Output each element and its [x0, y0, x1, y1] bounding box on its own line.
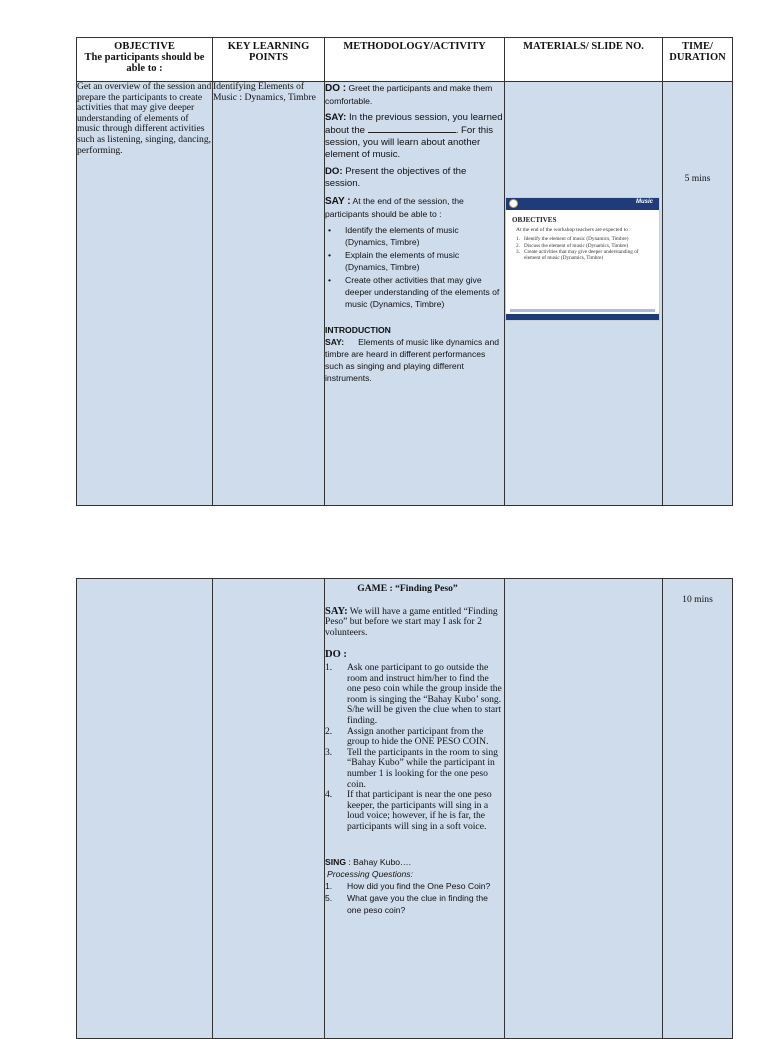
introduction-heading: INTRODUCTION	[325, 325, 391, 335]
question-number: 1.	[325, 881, 333, 892]
slide-item-text: Discuss the element of music (Dynamics, Timbre)	[524, 242, 629, 249]
sing-label: SING	[325, 857, 347, 868]
say-label: SAY:	[325, 605, 348, 617]
processing-questions-list	[325, 880, 504, 916]
do-label: DO:	[325, 166, 343, 177]
materials-cell-empty	[505, 579, 663, 1039]
slide-item-text: Create activities that may give deeper understanding of element of music (Dynamics, Timbre)	[524, 249, 639, 261]
lesson-plan-table-2	[76, 578, 733, 1039]
say-previous	[325, 112, 504, 161]
question-text: How did you find the One Peso Coin?	[347, 881, 491, 892]
list-item: 2. Discuss the element of music (Dynamics, Timbre)	[516, 242, 629, 249]
time-cell	[663, 579, 733, 1039]
question-text: What gave you the clue in finding the one peso coin?	[347, 893, 488, 916]
methodology-cell	[325, 82, 505, 506]
time-value: 10 mins	[682, 594, 713, 605]
header-objective	[77, 38, 213, 82]
slide-footer-bar	[506, 314, 659, 320]
say-objectives	[325, 195, 504, 220]
question-number: 5.	[325, 893, 333, 904]
objective-cell	[77, 82, 213, 506]
header-objective-sub: The participants should be able to :	[84, 52, 205, 74]
objective-text: Get an overview of the session and prepare the participants to create activities that may give deeper understanding of elements of music through different activities such as listening, singing, dancing, performing.	[77, 81, 212, 156]
say-game-text: We will have a game entitled “Finding Peso” but before we start may I ask for 2 volunteers.	[325, 605, 498, 638]
say-label: SAY:	[325, 337, 345, 347]
processing-questions-heading: Processing Questions:	[327, 869, 413, 880]
list-item	[325, 727, 504, 748]
do-label: DO :	[325, 83, 347, 94]
header-materials: MATERIALS/ SLIDE NO.	[505, 38, 663, 82]
game-methodology-cell	[325, 579, 505, 1039]
say-previous-text-a: In the previous session, you learned about the	[325, 112, 503, 136]
key-points-cell	[213, 82, 325, 506]
game-title: GAME : “Finding Peso”	[357, 583, 458, 594]
step-number: 2.	[325, 725, 333, 737]
step-text: Tell the participants in the room to sing “Bahay Kubo” while the participant in number 1 is looking for the one peso coin.	[347, 746, 498, 790]
list-item	[325, 790, 504, 832]
key-points-cell-empty	[213, 579, 325, 1039]
do-present	[325, 166, 504, 190]
slide-title: OBJECTIVES	[512, 216, 557, 224]
sing-text: : Bahay Kubo….	[346, 857, 411, 868]
slide-objectives-list	[516, 237, 653, 261]
slide-tag: Music	[635, 199, 653, 205]
objectives-slide-thumbnail	[505, 197, 660, 321]
list-item: • Identify the elements of music (Dynamics, Timbre)	[325, 224, 504, 248]
list-item	[325, 880, 504, 892]
introduction-body: Elements of music like dynamics and timbre are heard in different performances such as singing and playing different instruments.	[325, 337, 500, 383]
step-number: 4.	[325, 789, 333, 801]
step-text: Assign another participant from the group to hide the ONE PESO COIN.	[347, 725, 489, 748]
list-item	[325, 663, 504, 727]
list-item	[325, 892, 504, 916]
time-value: 5 mins	[684, 173, 711, 184]
say-objectives-text: At the end of the session, the participants should be able to :	[325, 196, 464, 219]
introduction-text	[325, 336, 504, 384]
sing-line	[325, 856, 504, 868]
objectives-list	[325, 224, 504, 310]
say-game	[325, 607, 504, 639]
list-item: • Create other activities that may give deeper understanding of the elements of music (Dynamics, Timbre)	[325, 274, 504, 310]
step-text: Ask one participant to go outside the room and instruct him/her to find the one peso coin while the group inside the room is singing the “Bahay Kubo’ song. S/he will be given the clue when to start finding.	[347, 661, 502, 726]
game-steps-list	[325, 663, 504, 833]
header-objective-title: OBJECTIVE	[114, 41, 175, 52]
fill-in-blank	[368, 124, 456, 133]
do-label: DO :	[325, 649, 347, 661]
deped-seal-icon	[509, 199, 518, 208]
step-number: 1.	[325, 661, 333, 673]
header-methodology: METHODOLOGY/ACTIVITY	[325, 38, 505, 82]
say-label: SAY :	[325, 196, 351, 207]
slide-url-line	[510, 309, 655, 312]
do-greet-text: Greet the participants and make them comfortable.	[325, 83, 493, 106]
slide-item-text: Identify the element of music (Dynamics, Timbre)	[524, 236, 629, 242]
step-number: 3.	[325, 746, 333, 758]
objective-cell-empty	[77, 579, 213, 1039]
do-present-text: Present the objectives of the session.	[325, 166, 467, 189]
slide-header-bar	[506, 198, 659, 210]
time-cell	[663, 82, 733, 506]
key-points-text: Identifying Elements of Music : Dynamics, Timbre	[213, 81, 316, 103]
header-key-learning: KEY LEARNING POINTS	[213, 38, 325, 82]
list-item: • Explain the elements of music (Dynamics, Timbre)	[325, 249, 504, 273]
say-label: SAY:	[325, 112, 347, 123]
slide-intro: At the end of the workshop teachers are expected to :	[516, 227, 631, 233]
list-item	[325, 748, 504, 790]
step-text: If that participant is near the one peso keeper, the participants will sing in a loud voice; however, if he is far, the participants will sing in a soft voice.	[347, 789, 492, 832]
list-item: 1. Identify the element of music (Dynamics, Timbre)	[516, 236, 629, 242]
header-time: TIME/ DURATION	[663, 38, 733, 82]
list-item: 3. Create activities that may give deeper understanding of element of music (Dynamics, Timbre)	[516, 249, 639, 261]
do-greet	[325, 82, 504, 107]
say-previous-text-b: . For this session, you will learn about another element of music.	[325, 125, 494, 160]
